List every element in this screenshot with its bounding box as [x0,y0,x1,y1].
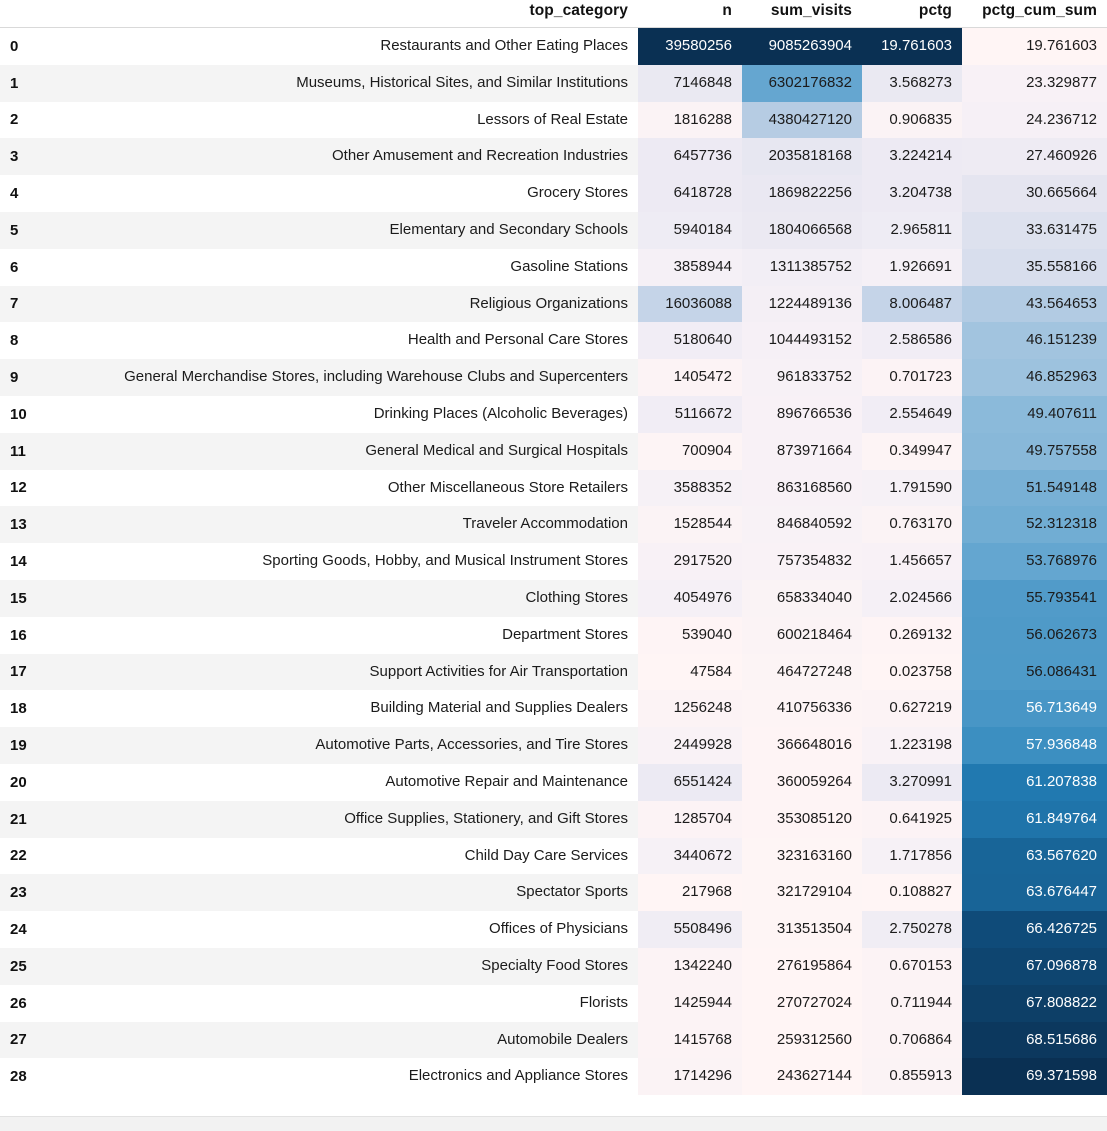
cell-sum-visits: 2035818168 [742,138,862,175]
cell-pctg: 0.670153 [862,948,962,985]
cell-top-category: Drinking Places (Alcoholic Beverages) [34,396,638,433]
cell-top-category: General Medical and Surgical Hospitals [34,433,638,470]
column-header-sum-visits[interactable]: sum_visits [742,0,862,28]
row-index-header: 7 [0,286,34,323]
cell-pctg-cum-sum: 67.096878 [962,948,1107,985]
cell-n: 1816288 [638,102,742,139]
cell-pctg-cum-sum: 67.808822 [962,985,1107,1022]
cell-pctg: 0.108827 [862,874,962,911]
cell-n: 1415768 [638,1022,742,1059]
row-index-header: 20 [0,764,34,801]
table-row [0,470,1107,507]
cell-pctg-cum-sum: 56.713649 [962,690,1107,727]
table-row [0,65,1107,102]
cell-pctg-cum-sum: 63.676447 [962,874,1107,911]
cell-pctg: 8.006487 [862,286,962,323]
cell-pctg: 0.269132 [862,617,962,654]
row-index-header: 1 [0,65,34,102]
cell-sum-visits: 243627144 [742,1058,862,1095]
table-row [0,654,1107,691]
cell-top-category: General Merchandise Stores, including Warehouse Clubs and Supercenters [34,359,638,396]
table-row [0,690,1107,727]
cell-top-category: Office Supplies, Stationery, and Gift Stores [34,801,638,838]
row-index-header: 23 [0,874,34,911]
cell-pctg: 0.641925 [862,801,962,838]
cell-sum-visits: 600218464 [742,617,862,654]
cell-pctg-cum-sum: 56.086431 [962,654,1107,691]
cell-top-category: Gasoline Stations [34,249,638,286]
cell-top-category: Specialty Food Stores [34,948,638,985]
cell-pctg: 0.706864 [862,1022,962,1059]
cell-sum-visits: 1311385752 [742,249,862,286]
cell-pctg: 0.023758 [862,654,962,691]
table-row [0,102,1107,139]
column-header-n[interactable]: n [638,0,742,28]
row-index-header: 9 [0,359,34,396]
cell-pctg-cum-sum: 51.549148 [962,470,1107,507]
column-header-top-category[interactable]: top_category [34,0,638,28]
table-footer-strip [0,1116,1107,1131]
row-index-header: 28 [0,1058,34,1095]
cell-pctg: 0.711944 [862,985,962,1022]
cell-top-category: Other Amusement and Recreation Industries [34,138,638,175]
cell-pctg: 3.270991 [862,764,962,801]
cell-pctg-cum-sum: 30.665664 [962,175,1107,212]
cell-top-category: Traveler Accommodation [34,506,638,543]
row-index-header: 24 [0,911,34,948]
cell-pctg-cum-sum: 55.793541 [962,580,1107,617]
cell-top-category: Museums, Historical Sites, and Similar Institutions [34,65,638,102]
cell-sum-visits: 1044493152 [742,322,862,359]
cell-pctg: 0.906835 [862,102,962,139]
cell-n: 47584 [638,654,742,691]
cell-pctg: 0.763170 [862,506,962,543]
cell-sum-visits: 863168560 [742,470,862,507]
cell-pctg-cum-sum: 61.207838 [962,764,1107,801]
table-row [0,543,1107,580]
cell-pctg-cum-sum: 23.329877 [962,65,1107,102]
table-row [0,249,1107,286]
cell-sum-visits: 846840592 [742,506,862,543]
cell-sum-visits: 323163160 [742,838,862,875]
cell-pctg: 0.627219 [862,690,962,727]
cell-pctg: 1.717856 [862,838,962,875]
cell-top-category: Grocery Stores [34,175,638,212]
cell-sum-visits: 410756336 [742,690,862,727]
cell-sum-visits: 464727248 [742,654,862,691]
cell-top-category: Health and Personal Care Stores [34,322,638,359]
table-header [0,0,1107,28]
cell-n: 5940184 [638,212,742,249]
cell-sum-visits: 1224489136 [742,286,862,323]
table-row [0,580,1107,617]
cell-sum-visits: 321729104 [742,874,862,911]
table-row [0,985,1107,1022]
column-header-pctg-cum-sum[interactable]: pctg_cum_sum [962,0,1107,28]
cell-top-category: Lessors of Real Estate [34,102,638,139]
row-index-header: 10 [0,396,34,433]
cell-sum-visits: 873971664 [742,433,862,470]
cell-pctg: 0.855913 [862,1058,962,1095]
row-index-header: 19 [0,727,34,764]
table-row [0,506,1107,543]
table-row [0,874,1107,911]
cell-pctg-cum-sum: 27.460926 [962,138,1107,175]
cell-n: 2449928 [638,727,742,764]
cell-n: 16036088 [638,286,742,323]
cell-pctg: 1.456657 [862,543,962,580]
cell-sum-visits: 6302176832 [742,65,862,102]
cell-n: 1405472 [638,359,742,396]
table-row [0,28,1107,65]
table-row [0,138,1107,175]
cell-sum-visits: 9085263904 [742,28,862,65]
cell-sum-visits: 1869822256 [742,175,862,212]
index-column-header [0,0,34,28]
header-row [0,0,1107,28]
row-index-header: 3 [0,138,34,175]
cell-n: 2917520 [638,543,742,580]
cell-top-category: Electronics and Appliance Stores [34,1058,638,1095]
cell-n: 7146848 [638,65,742,102]
cell-n: 1256248 [638,690,742,727]
table-row [0,212,1107,249]
table-row [0,396,1107,433]
cell-top-category: Offices of Physicians [34,911,638,948]
cell-pctg: 0.701723 [862,359,962,396]
row-index-header: 22 [0,838,34,875]
cell-top-category: Automobile Dealers [34,1022,638,1059]
table-row [0,801,1107,838]
cell-pctg: 1.791590 [862,470,962,507]
cell-sum-visits: 4380427120 [742,102,862,139]
cell-n: 539040 [638,617,742,654]
cell-pctg-cum-sum: 56.062673 [962,617,1107,654]
cell-n: 5180640 [638,322,742,359]
row-index-header: 5 [0,212,34,249]
cell-top-category: Other Miscellaneous Store Retailers [34,470,638,507]
cell-pctg-cum-sum: 19.761603 [962,28,1107,65]
table-row [0,1022,1107,1059]
row-index-header: 27 [0,1022,34,1059]
cell-sum-visits: 276195864 [742,948,862,985]
cell-n: 3858944 [638,249,742,286]
cell-pctg-cum-sum: 57.936848 [962,727,1107,764]
cell-n: 1285704 [638,801,742,838]
cell-pctg: 0.349947 [862,433,962,470]
row-index-header: 15 [0,580,34,617]
cell-n: 39580256 [638,28,742,65]
cell-pctg-cum-sum: 61.849764 [962,801,1107,838]
cell-pctg-cum-sum: 52.312318 [962,506,1107,543]
cell-pctg-cum-sum: 35.558166 [962,249,1107,286]
column-header-pctg[interactable]: pctg [862,0,962,28]
cell-top-category: Restaurants and Other Eating Places [34,28,638,65]
cell-n: 700904 [638,433,742,470]
cell-sum-visits: 360059264 [742,764,862,801]
cell-pctg: 19.761603 [862,28,962,65]
table-body [0,28,1107,1096]
table-row [0,359,1107,396]
cell-top-category: Clothing Stores [34,580,638,617]
cell-top-category: Child Day Care Services [34,838,638,875]
cell-pctg: 1.223198 [862,727,962,764]
row-index-header: 16 [0,617,34,654]
cell-pctg: 3.204738 [862,175,962,212]
cell-pctg-cum-sum: 69.371598 [962,1058,1107,1095]
table-row [0,911,1107,948]
cell-top-category: Department Stores [34,617,638,654]
cell-n: 1714296 [638,1058,742,1095]
table-row [0,322,1107,359]
table-row [0,838,1107,875]
cell-top-category: Spectator Sports [34,874,638,911]
row-index-header: 25 [0,948,34,985]
cell-n: 5116672 [638,396,742,433]
row-index-header: 0 [0,28,34,65]
table-row [0,1058,1107,1095]
row-index-header: 14 [0,543,34,580]
cell-pctg-cum-sum: 68.515686 [962,1022,1107,1059]
cell-top-category: Sporting Goods, Hobby, and Musical Instrument Stores [34,543,638,580]
cell-top-category: Automotive Repair and Maintenance [34,764,638,801]
cell-pctg-cum-sum: 33.631475 [962,212,1107,249]
cell-n: 6418728 [638,175,742,212]
cell-n: 6551424 [638,764,742,801]
cell-n: 4054976 [638,580,742,617]
cell-sum-visits: 259312560 [742,1022,862,1059]
table-row [0,433,1107,470]
cell-pctg-cum-sum: 46.852963 [962,359,1107,396]
cell-top-category: Support Activities for Air Transportation [34,654,638,691]
row-index-header: 11 [0,433,34,470]
table-row [0,175,1107,212]
cell-pctg: 2.750278 [862,911,962,948]
cell-sum-visits: 353085120 [742,801,862,838]
cell-n: 5508496 [638,911,742,948]
cell-n: 3588352 [638,470,742,507]
cell-pctg-cum-sum: 53.768976 [962,543,1107,580]
cell-pctg-cum-sum: 66.426725 [962,911,1107,948]
cell-pctg: 3.224214 [862,138,962,175]
row-index-header: 2 [0,102,34,139]
row-index-header: 13 [0,506,34,543]
cell-top-category: Religious Organizations [34,286,638,323]
cell-pctg: 2.965811 [862,212,962,249]
cell-pctg-cum-sum: 43.564653 [962,286,1107,323]
cell-n: 217968 [638,874,742,911]
cell-n: 1342240 [638,948,742,985]
cell-top-category: Building Material and Supplies Dealers [34,690,638,727]
row-index-header: 8 [0,322,34,359]
row-index-header: 17 [0,654,34,691]
row-index-header: 4 [0,175,34,212]
cell-sum-visits: 1804066568 [742,212,862,249]
cell-pctg-cum-sum: 24.236712 [962,102,1107,139]
cell-sum-visits: 366648016 [742,727,862,764]
row-index-header: 18 [0,690,34,727]
cell-sum-visits: 270727024 [742,985,862,1022]
cell-n: 3440672 [638,838,742,875]
cell-pctg-cum-sum: 46.151239 [962,322,1107,359]
cell-n: 6457736 [638,138,742,175]
cell-pctg: 3.568273 [862,65,962,102]
table-row [0,727,1107,764]
row-index-header: 12 [0,470,34,507]
cell-n: 1528544 [638,506,742,543]
cell-pctg: 1.926691 [862,249,962,286]
row-index-header: 6 [0,249,34,286]
cell-sum-visits: 313513504 [742,911,862,948]
cell-pctg-cum-sum: 63.567620 [962,838,1107,875]
table-row [0,948,1107,985]
cell-pctg-cum-sum: 49.757558 [962,433,1107,470]
cell-n: 1425944 [638,985,742,1022]
cell-sum-visits: 658334040 [742,580,862,617]
cell-pctg-cum-sum: 49.407611 [962,396,1107,433]
table-row [0,764,1107,801]
table-row [0,286,1107,323]
cell-pctg: 2.586586 [862,322,962,359]
cell-pctg: 2.024566 [862,580,962,617]
cell-sum-visits: 757354832 [742,543,862,580]
cell-sum-visits: 896766536 [742,396,862,433]
cell-top-category: Automotive Parts, Accessories, and Tire Stores [34,727,638,764]
table-row [0,617,1107,654]
cell-top-category: Florists [34,985,638,1022]
row-index-header: 21 [0,801,34,838]
cell-sum-visits: 961833752 [742,359,862,396]
cell-top-category: Elementary and Secondary Schools [34,212,638,249]
cell-pctg: 2.554649 [862,396,962,433]
row-index-header: 26 [0,985,34,1022]
